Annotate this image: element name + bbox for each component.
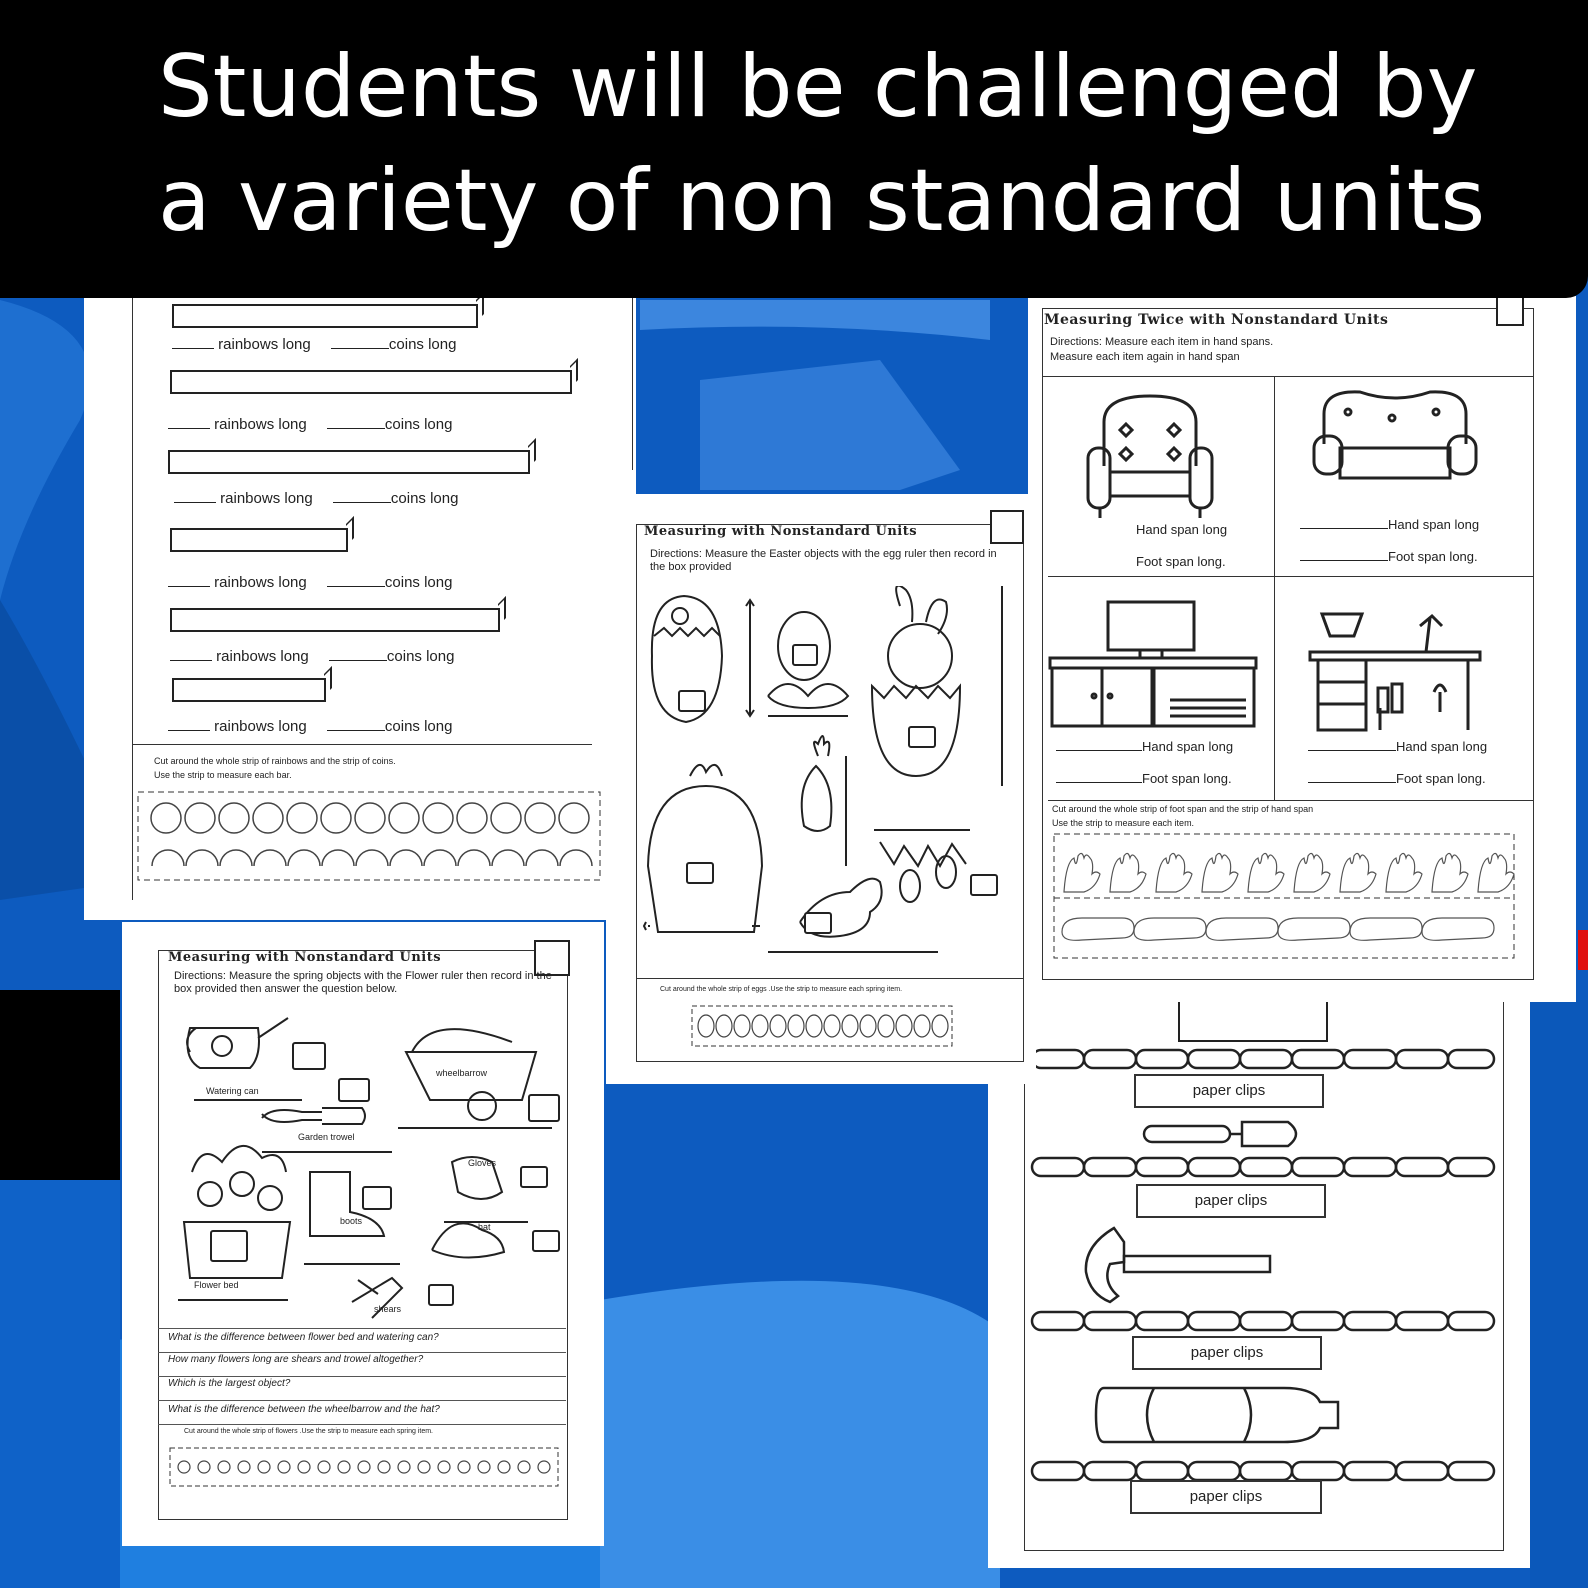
desk-icon xyxy=(1308,596,1488,736)
rainbows-label: rainbows long xyxy=(220,490,313,507)
answer-box[interactable] xyxy=(338,1078,370,1102)
label-gloves: Gloves xyxy=(468,1158,497,1168)
row-6-labels xyxy=(168,718,452,735)
paper-clip-row-2 xyxy=(1028,1154,1498,1180)
banner-title-line-1: Students will be challenged by xyxy=(158,37,1478,137)
rainbows-label: rainbows long xyxy=(214,574,307,591)
worksheet-title: Measuring Twice with Nonstandard Units xyxy=(1044,312,1389,328)
question-2: How many flowers long are shears and trowel altogether? xyxy=(168,1354,424,1365)
foot-span-label-2: Foot span long. xyxy=(1300,548,1478,564)
worksheet-easter xyxy=(606,494,1036,1084)
row-1-labels xyxy=(172,336,456,353)
label-flower-bed: Flower bed xyxy=(194,1280,239,1290)
paper-clip-row-3 xyxy=(1028,1308,1498,1334)
footer-line-2: Use the strip to measure each item. xyxy=(1052,818,1195,828)
grid-line-h1 xyxy=(1042,376,1534,377)
measure-bar-1 xyxy=(172,304,478,328)
answer-box[interactable] xyxy=(970,874,998,896)
answer-box[interactable] xyxy=(362,1186,392,1210)
row-3-labels xyxy=(174,490,458,507)
row-2-labels xyxy=(168,416,452,433)
coins-label: coins long xyxy=(386,648,455,665)
worksheet-bars xyxy=(84,280,636,920)
worksheet-border-left xyxy=(132,280,133,900)
coins-label: coins long xyxy=(384,416,453,433)
paper-clips-label-4: paper clips xyxy=(1130,1480,1322,1514)
question-4: What is the difference between the wheelbarrow and the hat? xyxy=(168,1404,440,1415)
flower-strip xyxy=(168,1446,560,1488)
coins-label: coins long xyxy=(390,490,459,507)
row-5-labels xyxy=(170,648,454,665)
score-box xyxy=(990,510,1024,544)
divider-line xyxy=(132,744,592,745)
question-1: What is the difference between flower bed and watering can? xyxy=(168,1332,439,1343)
coins-label: coins long xyxy=(384,574,453,591)
easter-illustrations xyxy=(640,586,1030,962)
header-banner xyxy=(0,0,1588,298)
answer-box[interactable] xyxy=(428,1284,454,1306)
directions-line-2: Measure each item again in hand span xyxy=(1050,351,1240,363)
hand-span-label-1: Hand span long xyxy=(1136,522,1228,537)
directions: Directions: Measure the Easter objects with the egg ruler then record in the box provided xyxy=(650,548,997,573)
answer-box[interactable] xyxy=(678,690,706,712)
label-hat: hat xyxy=(478,1222,491,1232)
measure-bar-2 xyxy=(170,370,572,394)
measure-bar-3 xyxy=(168,450,530,474)
footer-line-1: Cut around the whole strip of foot span and the strip of hand span xyxy=(1052,804,1314,814)
instructions-line-2: Use the strip to measure each bar. xyxy=(154,770,292,780)
directions-line-1: Directions: Measure each item in hand spans. xyxy=(1050,336,1274,348)
instructions-line-1: Cut around the whole strip of rainbows and the strip of coins. xyxy=(154,756,396,766)
egg-strip xyxy=(690,1004,954,1048)
questions-block xyxy=(158,1328,566,1424)
bottle-icon xyxy=(1094,1382,1364,1452)
worksheet-title: Measuring with Nonstandard Units xyxy=(168,950,442,965)
footer-text: Cut around the whole strip of flowers .Use the strip to measure each spring item. xyxy=(184,1428,434,1435)
item-box-top xyxy=(1178,1002,1328,1042)
paper-clip-row-1 xyxy=(1028,1046,1498,1072)
foot-span-label-3: Foot span long. xyxy=(1056,770,1232,786)
grid-line-h3 xyxy=(1048,800,1534,801)
answer-box[interactable] xyxy=(804,912,832,934)
sofa-icon xyxy=(1310,384,1480,504)
worksheet-border-right xyxy=(632,280,633,470)
measure-bar-5 xyxy=(170,608,500,632)
question-3: Which is the largest object? xyxy=(168,1378,291,1389)
label-watering-can: Watering can xyxy=(206,1086,259,1096)
answer-box[interactable] xyxy=(908,726,936,748)
grid-line-v xyxy=(1274,376,1275,800)
hand-and-foot-strip xyxy=(1052,832,1516,962)
rainbows-label: rainbows long xyxy=(214,416,307,433)
hand-span-label-3: Hand span long xyxy=(1056,738,1233,754)
label-wheelbarrow: wheelbarrow xyxy=(436,1068,488,1078)
label-garden-trowel: Garden trowel xyxy=(298,1132,355,1142)
label-shears: shears xyxy=(374,1304,402,1314)
rainbows-label: rainbows long xyxy=(214,718,307,735)
hand-span-label-2: Hand span long xyxy=(1300,516,1479,532)
banner-title-line-2: a variety of non standard units xyxy=(158,151,1486,251)
tv-stand-icon xyxy=(1046,596,1266,736)
worksheet-spring xyxy=(122,922,604,1546)
grid-line-h2 xyxy=(1048,576,1534,577)
foot-span-label-1: Foot span long. xyxy=(1136,554,1226,569)
divider-line xyxy=(636,978,1024,979)
coins-label: coins long xyxy=(384,718,453,735)
paper-clips-label-1: paper clips xyxy=(1134,1074,1324,1108)
answer-box[interactable] xyxy=(532,1230,560,1252)
paper-clips-label-2: paper clips xyxy=(1136,1184,1326,1218)
hand-span-label-4: Hand span long xyxy=(1308,738,1487,754)
paper-clips-label-3: paper clips xyxy=(1132,1336,1322,1370)
answer-box[interactable] xyxy=(528,1094,560,1122)
hammer-icon xyxy=(1084,1222,1284,1308)
measure-bar-4 xyxy=(170,528,348,552)
trowel-icon xyxy=(1138,1114,1308,1154)
worksheet-furniture xyxy=(1028,296,1576,1002)
answer-box[interactable] xyxy=(520,1166,548,1188)
answer-box[interactable] xyxy=(686,862,714,884)
directions: Directions: Measure the spring objects with the Flower ruler then record in the box provided then answer the question below. xyxy=(174,970,552,995)
rainbows-label: rainbows long xyxy=(216,648,309,665)
measure-bar-6 xyxy=(172,678,326,702)
coins-label: coins long xyxy=(388,336,457,353)
footer-text: Cut around the whole strip of eggs .Use the strip to measure each spring item. xyxy=(660,986,903,993)
answer-box[interactable] xyxy=(210,1230,248,1262)
answer-box[interactable] xyxy=(792,644,818,666)
answer-box[interactable] xyxy=(292,1042,326,1070)
score-box xyxy=(1496,296,1524,326)
worksheet-title: Measuring with Nonstandard Units xyxy=(644,524,918,539)
label-boots: boots xyxy=(340,1216,363,1226)
rainbows-label: rainbows long xyxy=(218,336,311,353)
foot-span-label-4: Foot span long. xyxy=(1308,770,1486,786)
worksheet-paper-clips xyxy=(988,1002,1530,1568)
coin-and-rainbow-strip xyxy=(134,788,604,884)
row-4-labels xyxy=(168,574,452,591)
armchair-icon xyxy=(1080,386,1220,526)
